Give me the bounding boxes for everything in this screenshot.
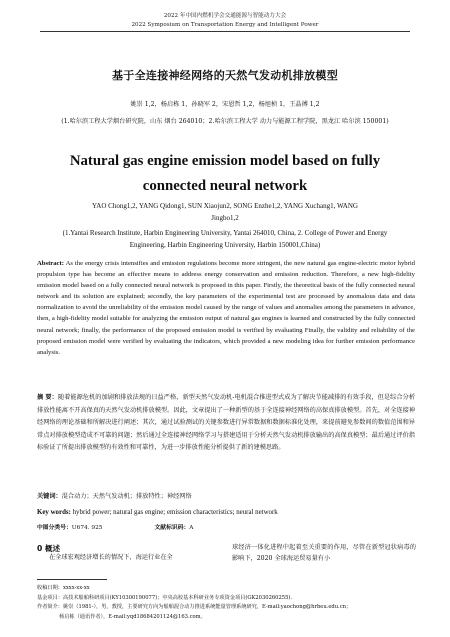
footnote-received: 收稿日期：xxxx-xx-xx — [37, 585, 90, 591]
body-left-column: 在全球宏观经济增长的情况下，海运行业在全 — [49, 554, 173, 561]
chinese-title: 基于全连接神经网络的天然气发动机排放模型 — [112, 69, 338, 82]
footnote-rule — [37, 579, 107, 580]
running-header-cn: 2022 年中国内燃机学会交通能源与智能动力大会 — [163, 13, 287, 19]
document-code: A — [189, 525, 194, 531]
classification-row — [37, 523, 415, 533]
english-title: Natural gas engine emission model based on fully connected neural network — [69, 153, 381, 194]
footnote-fund: 基金项目：高技术船舶科研项目(KY10300190077)；中央高校基本科研业务专项资金项目(GK2030260255). — [37, 594, 293, 601]
english-keywords-text: hybrid power; natural gas engine; emission characteristics; neural network — [72, 509, 278, 516]
section-heading: 0 概述 — [37, 544, 61, 553]
chinese-affiliation: (1.哈尔滨工程大学烟台研究院，山东 烟台 264010；2.哈尔滨工程大学 动力与能源工程学院，黑龙江 哈尔滨 150001) — [61, 118, 389, 125]
clc-label: 中图分类号： — [37, 525, 72, 531]
chinese-abstract-text: 随着能源危机的加剧和排放法规的日益严格，新型天然气发动机-电机混合推进型式成为了解决节能减排的有效手段，但是综合分析排放性能离不开高保真的天然气发动机排放模型。因此，文章提出了一种新型的基于全连接神经网络的高保真排放模型。首先，对全连接神经网络的理论基础和所解决进行阐述；其次，通过试验测试的关键参数进行异常数据和数据标准化处理，来提前避免参数间的数值范围和异常点对排放模型造成不可靠的问题；然后通过全连接神经网络学习与搭建适用于分析天然气发动机排放输出的高保真模型；最后通过评价指标验证了所提出排放模型的有效性和可靠性，为进一步排放性能分析提供了新的建模思路。 — [37, 394, 416, 452]
chinese-keywords-label: 关键词： — [37, 493, 62, 500]
english-affiliation: (1.Yantai Research Institute, Harbin Engineering University, Yantai 264010, China, 2. College of Power and Energy Engineering, Harbin Engineering University, Harbin 150001,China) — [62, 229, 388, 249]
english-keywords-label: Key words: — [37, 509, 71, 516]
running-header-en: 2022 Symposium on Transportation Energy and Intelligent Power — [131, 22, 319, 28]
chinese-abstract-label: 摘 要： — [37, 394, 58, 401]
chinese-abstract — [37, 392, 415, 455]
english-abstract-label: Abstract: — [37, 260, 64, 267]
header-rule — [40, 31, 410, 32]
clc-number: U674. 925 — [71, 525, 103, 531]
chinese-keywords-text: 混合动力；天然气发动机；排放特性；神经网络 — [61, 493, 192, 500]
footnotes — [37, 584, 421, 622]
chinese-authors: 姚崇 1,2，杨启栋 1，孙晓军 2，宋恩哲 1,2，杨旭桢 1，王晶搏 1,2 — [130, 101, 320, 108]
document-code-label: 文献标识码： — [154, 525, 190, 531]
english-authors: YAO Chong1,2, YANG Qidong1, SUN Xiaojun2, SONG Enzhe1,2, YANG Xuchang1, WANG Jingbo1,2 — [92, 202, 358, 222]
chinese-keywords — [37, 492, 415, 502]
english-keywords — [37, 508, 415, 518]
body-right-column: 球经济一体化进程中起着至关重要的作用，尽管在新型冠状病毒的影响下，2020 全球海运贸易量有小 — [232, 544, 416, 562]
footnote-author-info: 作者简介：姚崇（1981-），男，教授，主要研究方向为船舶混合动力推进系统能量管理系统研究，E-mail:yaochong@hrbeu.edu.cn； — [37, 604, 352, 611]
footnote-corresponding: 杨启栋（通讯作者），E-mail:yqd18684201124@163.com。 — [59, 613, 206, 620]
english-abstract — [37, 258, 415, 358]
english-abstract-text: As the energy crisis intensifies and emission regulations become more stringent, the new natural gas engine-electric motor hybrid propulsion type has become an effective means to address energy conservation and emission reduction. Therefore, a new high-fidelity emission model based on a fully connected neural network is proposed in this paper. Firstly, the theoretical basis of the fully connected neural network and its solution are explained; secondly, the key parameters of the experimental test are processed by anomalous data and data normalization to avoid the unreliability of the emission model caused by the range of values and anomalies among the parameters in advance, then, a high-fidelity model suitable for analyzing the emission output of natural gas engines is learned and constructed by the fully connected neural network; finally, the performance of the proposed emission model is verified by evaluating Finally, the validity and reliability of the proposed emission model were verified by evaluating the indicators, which provided a new modeling idea for further emission performance analysis. — [37, 260, 415, 356]
